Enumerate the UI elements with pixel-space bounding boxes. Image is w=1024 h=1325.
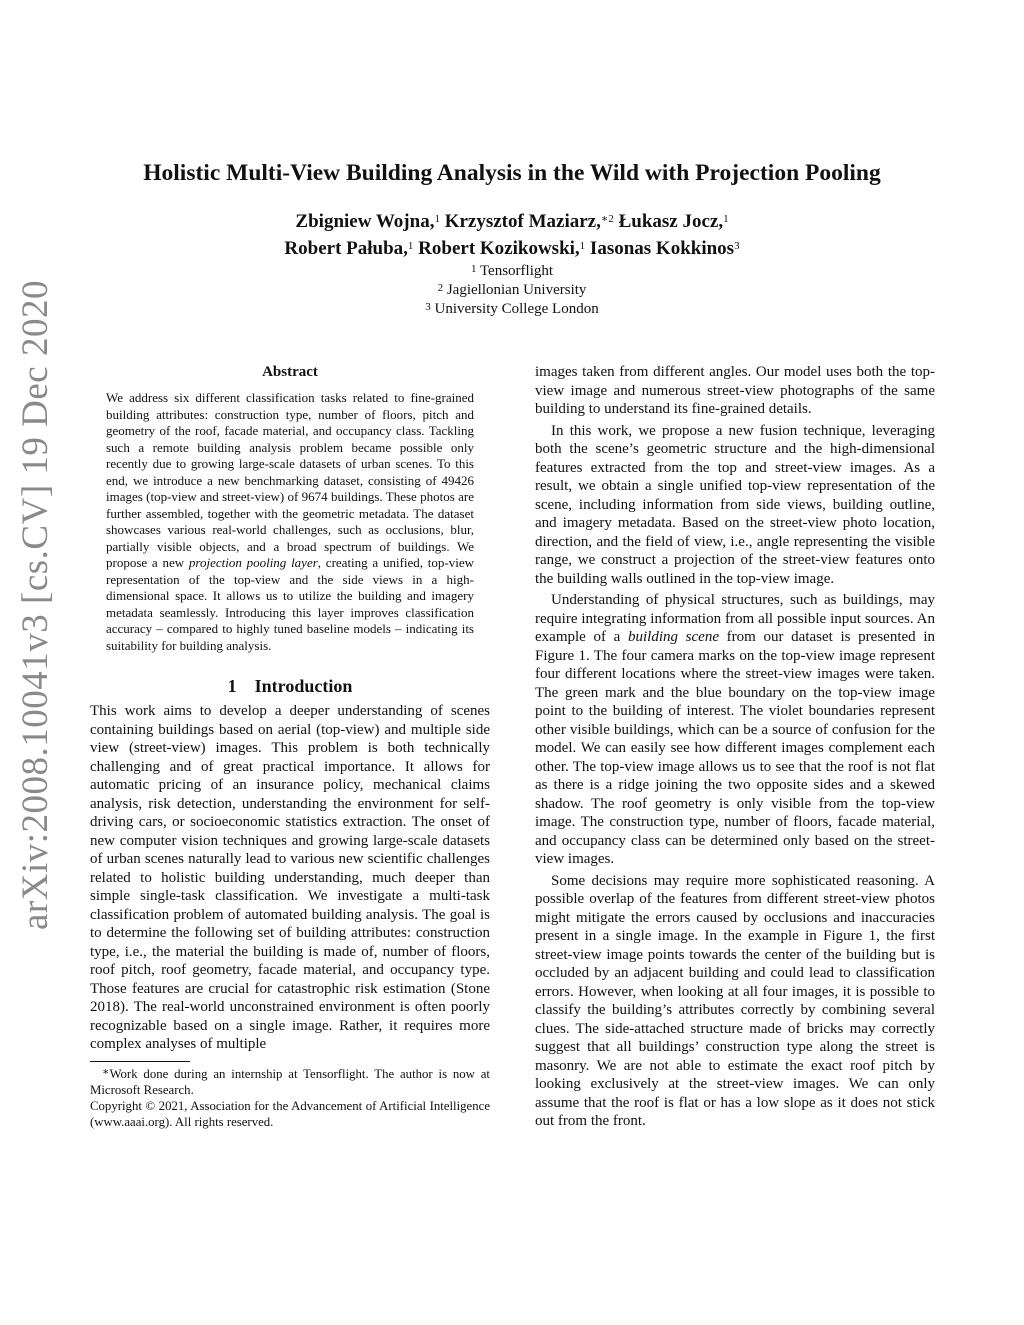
author-affiliation-mark: 1 (579, 240, 586, 252)
author-name: Krzysztof Maziarz, (444, 211, 601, 232)
affiliation: $^1$ Tensorflight (470, 263, 554, 279)
body-paragraph: images taken from different angles. Our model uses both the top-view image and numerous street-view photographs of the same building to understand its fine-grained details. (535, 364, 935, 417)
section-title: Introduction (254, 676, 353, 696)
affiliation: $^3$ University College London (425, 301, 599, 317)
body-paragraph: In this work, we propose a new fusion technique, leveraging both the scene’s geometric structure and the high-dimensional features extracted from the top and street-view images. As a result, we obtain a single unified top-view representation of the scene, including information from side views, building outline, and imagery metadata. Based on the street-view photo location, direction, and the field of view, i.e., angle representing the visible range, we construct a projection of the street-view features onto the building walls outlined in the top-view image. (535, 422, 935, 587)
arxiv-identifier-stamp: arXiv:2008.10041v3 [cs.CV] 19 Dec 2020 (15, 280, 56, 930)
paper-title: Holistic Multi-View Building Analysis in the Wild with Projection Pooling (143, 160, 881, 186)
footnote-rule (90, 1061, 190, 1062)
right-column (535, 363, 935, 1131)
author-affiliation-mark: ∗2 (600, 213, 614, 225)
author-name: Zbigniew Wojna, (295, 211, 435, 232)
author-name: Łukasz Jocz, (618, 211, 724, 232)
author-footnote: ∗Work done during an internship at Tensorflight. The author is now at Microsoft Research. (90, 1065, 490, 1097)
author-name: Robert Kozikowski, (418, 238, 580, 259)
abstract-heading: Abstract (262, 364, 318, 380)
author-affiliation-mark: 1 (723, 213, 729, 225)
author-name: Robert Pałuba, (284, 238, 408, 259)
abstract-text: We address six different classification tasks related to fine-grained building attributes: construction type, number of floors, pitch and geometry of the roof, facade material, and occupancy class. Tackling such a remote building analysis problem became possible only recently due to growing large-scale datasets of urban scenes. To this end, we introduce a new benchmarking dataset, consisting of 49426 images (top-view and street-view) of 9674 buildings. These photos are further assembled, together with the geometric metadata. The dataset showcases various real-world challenges, such as occlusions, blur, partially visible objects, and a broad spectrum of buildings. We propose a new projection pooling layer, creating a unified, top-view representation of the top-view and the side views in a high-dimensional space. It allows us to utilize the building and imagery metadata seamlessly. Introducing this layer improves classification accuracy – compared to highly tuned baseline models – indicating its suitability for building analysis. (106, 390, 475, 653)
author-name: Iasonas Kokkinos (589, 238, 735, 259)
author-affiliation-mark: 3 (734, 240, 740, 252)
section-number: 1 (227, 676, 237, 696)
footnote-mark: ∗ (102, 1065, 110, 1078)
author-affiliation-mark: 1 (434, 213, 440, 225)
body-emphasis: building scene (628, 629, 719, 645)
author-line-2 (80, 235, 944, 262)
affiliation-list (80, 262, 944, 319)
abstract-emphasis: projection pooling layer (188, 555, 318, 570)
introduction-heading (90, 675, 490, 697)
left-column (90, 362, 490, 1130)
body-paragraph: Some decisions may require more sophisticated reasoning. A possible overlap of the features from different street-view photos might mitigate the errors caused by occlusions and inaccuracies present in a single image. In the example in Figure 1, the first street-view image points towards the center of the building but is occluded by an adjacent building and could lead to classification errors. However, when looking at all four images, it is possible to classify the building’s attributes correctly by combining several clues. The side-attached structure made of bricks may correctly suggest that all buildings’ construction type along the street is masonry. We are not able to estimate the exact roof pitch by looking exclusively at the street-view images. We can only assume that the roof is flat or has a low slope as it does not stick out from the front. (535, 872, 935, 1129)
body-paragraph: Understanding of physical structures, such as buildings, may require integrating information from all possible input sources. An example of a building scene from our dataset is presented in Figure 1. The four camera marks on the top-view image represent four different locations where the street-view images were taken. The green mark and the blue boundary on the top-view image point to the building of interest. The violet boundaries represent other visible buildings, which can be a source of confusion for the model. We can easily see how different images complement each other. The top-view image allows us to see that the roof is not flat as there is a ridge joining the two opposite sides and a skewed shadow. The roof geometry is only visible from the top-view image. The construction type, number of floors, facade material, and occupancy class can be determined only based on the street-view images. (535, 592, 935, 867)
author-line-1 (80, 208, 944, 235)
author-list (80, 208, 944, 262)
author-affiliation-mark: 1 (407, 240, 414, 252)
introduction-paragraph: This work aims to develop a deeper understanding of scenes containing buildings based on aerial (top-view) and multiple side view (street-view) images. This problem is both technically challenging and of great practical importance. It allows for automatic pricing of an insurance policy, mechanical claims analysis, risk detection, understanding the environment for self-driving cars, or socioeconomic statistics extraction. The onset of new computer vision techniques and growing large-scale datasets of urban scenes naturally lead to various new scientific challenges related to holistic building understanding, much deeper than simple single-task classification. We investigate a multi-task classification problem of automated building analysis. The goal is to determine the following set of building attributes: construction type, i.e., the material the building is made of, number of floors, roof pitch, roof geometry, facade material, and occupancy type. Those features are crucial for catastrophic risk estimation (Stone 2018). The real-world unconstrained environment is often poorly recognizable based on a single image. Rather, it requires more complex analyses of multiple (90, 703, 490, 1052)
affiliation: $^2$ Jagiellonian University (437, 282, 587, 298)
copyright-notice: Copyright © 2021, Association for the Advancement of Artificial Intelligence (www.aaai.org). All rights reserved. (90, 1098, 490, 1129)
